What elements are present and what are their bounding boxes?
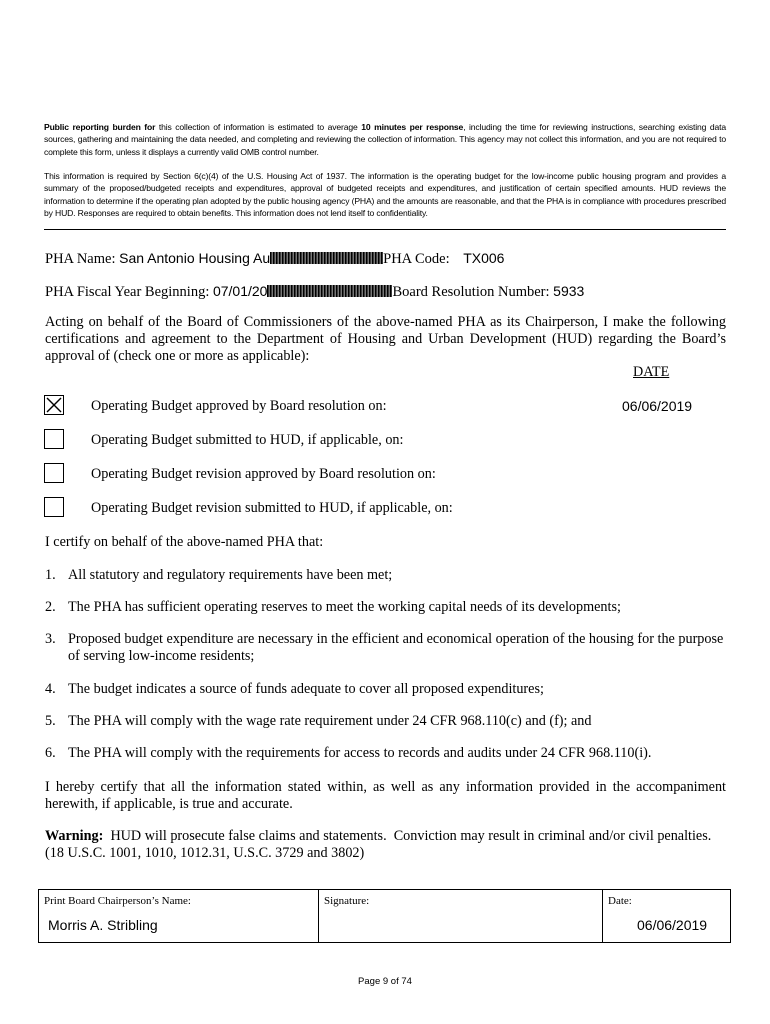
item-text: The PHA has sufficient operating reserves to meet the working capital needs of its developments; — [68, 599, 621, 615]
pha-name-row — [45, 249, 504, 268]
burden-text-1: this collection of information is estimated to average — [155, 122, 362, 132]
checkbox-label: Operating Budget revision approved by Board resolution on: — [91, 466, 436, 482]
signature-date-label: Date: — [608, 895, 632, 907]
chairperson-name-cell — [39, 890, 318, 942]
item-number: 3. — [45, 631, 56, 647]
warning-text: HUD will prosecute false claims and statements. Conviction may result in criminal and/or civil penalties. (18 U.S.C. 1001, 1010, 1012.31, U.S.C. 3729 and 3802) — [45, 828, 715, 861]
pha-name-field[interactable]: San Antonio Housing Au — [119, 250, 271, 266]
certification-statement: I hereby certify that all the information stated within, as well as any information provided in the accompaniment herewith, if applicable, is true and accurate. — [45, 779, 726, 812]
checkbox-label: Operating Budget submitted to HUD, if applicable, on: — [91, 432, 404, 448]
overflow-text-mark — [270, 252, 383, 264]
page-number: Page 9 of 74 — [358, 976, 412, 987]
item-text: All statutory and regulatory requirements have been met; — [68, 567, 393, 583]
pha-code-label: PHA Code: — [383, 251, 454, 267]
item-text: The PHA will comply with the wage rate requirement under 24 CFR 968.110(c) and (f); and — [68, 713, 592, 729]
chairperson-name-field[interactable]: Morris A. Stribling — [48, 917, 158, 933]
item-number: 2. — [45, 599, 56, 615]
burden-statement — [44, 121, 726, 158]
checkbox-revision-submitted[interactable] — [44, 497, 64, 517]
overflow-text-mark — [267, 285, 392, 297]
signature-cell[interactable] — [318, 890, 602, 942]
fiscal-year-field[interactable]: 07/01/20 — [212, 283, 268, 299]
intro-paragraph: Acting on behalf of the Board of Commissioners of the above-named PHA as its Chairperson, I make the following certifications and agreement to the Department of Housing and Urban Development (HUD) regarding the Board’s approval of (check one or more as applicable): — [45, 314, 726, 364]
fiscal-year-label: PHA Fiscal Year Beginning: — [45, 284, 213, 300]
certify-intro: I certify on behalf of the above-named PHA that: — [45, 534, 324, 550]
item-number: 5. — [45, 713, 56, 729]
fiscal-year-row — [45, 282, 584, 301]
resolution-field[interactable]: 5933 — [553, 283, 585, 299]
item-text: The PHA will comply with the requirements for access to records and audits under 24 CFR 968.110(i). — [68, 745, 652, 761]
warning-paragraph — [45, 828, 726, 862]
date-cell — [602, 890, 730, 942]
date-column-header: DATE — [633, 364, 670, 380]
authority-statement: This information is required by Section 6(c)(4) of the U.S. Housing Act of 1937. The information is the operating budget for the low-income public housing program and provides a summary of the proposed/budgeted receipts and expenditures, approval of budgeted receipts and expenditures, and justification of certain specified amounts. HUD reviews the information to determine if the operating plan adopted by the public housing agency (PHA) and the amounts are reasonable, and that the PHA is in compliance with procedures prescribed by HUD. Responses are required to obtain benefits. This information does not lend itself to confidentiality. — [44, 171, 726, 219]
checkbox-label: Operating Budget approved by Board resolution on: — [91, 398, 387, 414]
burden-bold-lead: Public reporting burden for — [44, 122, 156, 132]
item-number: 1. — [45, 567, 56, 583]
item-number: 4. — [45, 681, 56, 697]
burden-text-2: , including the time for reviewing instructions, searching existing data sources, gathering and maintaining the data needed, and completing and reviewing the collection of information. This agency may not collect this information, and you are not required to complete this form, unless it displays a currently valid OMB control number. — [44, 122, 726, 157]
checkbox-budget-submitted[interactable] — [44, 429, 64, 449]
checkbox-budget-approved[interactable] — [44, 395, 64, 415]
burden-bold-time: 10 minutes per response — [361, 122, 464, 132]
item-number: 6. — [45, 745, 56, 761]
signature-date-field[interactable]: 06/06/2019 — [637, 917, 708, 933]
checkbox-label: Operating Budget revision submitted to HUD, if applicable, on: — [91, 500, 453, 516]
signature-label: Signature: — [324, 895, 370, 907]
check-x-icon — [45, 396, 63, 414]
resolution-label: Board Resolution Number: — [392, 284, 554, 300]
pha-code-field[interactable]: TX006 — [463, 250, 505, 266]
chairperson-name-label: Print Board Chairperson’s Name: — [44, 895, 191, 907]
approval-date[interactable]: 06/06/2019 — [622, 398, 693, 414]
pha-name-label: PHA Name: — [45, 251, 120, 267]
item-text: The budget indicates a source of funds adequate to cover all proposed expenditures; — [68, 681, 544, 697]
warning-label: Warning: — [45, 828, 104, 844]
checkbox-revision-approved[interactable] — [44, 463, 64, 483]
item-text: Proposed budget expenditure are necessary in the efficient and economical operation of the housing for the purpose of serving low-income residents; — [68, 631, 724, 664]
signature-table — [38, 889, 731, 943]
header-divider — [44, 229, 726, 230]
